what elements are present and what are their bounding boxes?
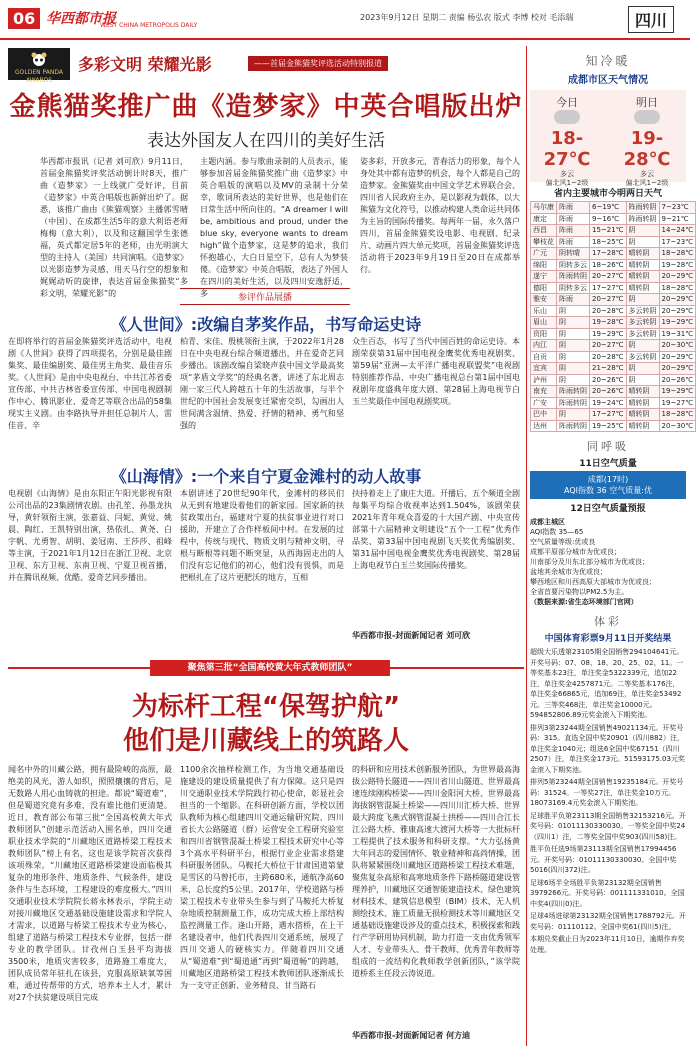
weather-title: 成都市区天气情况 (568, 75, 648, 86)
city-weather-cell: 18~28℃ (659, 282, 696, 294)
city-weather-cell: 西昌 (531, 225, 557, 237)
special-report-banner (8, 48, 524, 84)
lottery-item: 排列3第23244期全国销售49021134元。开奖号码：315。直选全国中奖20901（四川882）注，单注奖金1040元；组选6全国中奖67151（四川2507）注，单注奖金173元。51593175.03元奖金滚入下期奖池。 (530, 723, 685, 774)
city-weather-cell: 阵雨转阴 (626, 213, 659, 225)
air-source: （数据来源:省生态环境部门官网） (530, 598, 638, 606)
today-label: 今日 (556, 96, 578, 109)
city-weather-cell: 18~25℃ (590, 236, 627, 248)
article4-title-line1: 为标杆工程“保驾护航” (131, 692, 401, 722)
city-weather-row (531, 282, 696, 294)
city-weather-cell: 广安 (531, 397, 557, 409)
city-weather-row (531, 271, 696, 283)
article4-col1: 闻名中外的川藏公路，拥有最险峻的高原，最绝美的风光，游人如织，照照攘攘的背后，是无数路人用心血铸就的担途。都说“蜀道难”，但是蜀道究竟有多难，没有谁比他们更清楚。近日，教育部公布第三批“全国高校黄大年式教师团队”创建示范活动入围名单，四川交通职业技术学院的“川藏地区道路桥梁工程技术教师团队”榜上有名，这也是该学院首次获得该项殊荣。“川藏地区道路桥梁建设面临极其复杂的地形条件、地质条件、气候条件，建设条件与生态环境，工程建设的难度极大。”四川交通职业技术学院院长蒋永林表示，学院主动对接川藏地区交通基础设施建设需求和学院人才需求，以道路与桥梁工程技术专业为核心，组建了道路与桥梁工程技术专业群，包括一群专业的教学团队。甘孜州白玉县平均海拔3500米，地质灾害较多，道路施工难度大，团队成员常年驻扎在该县，克服高原缺氧等困难，通过传帮带的方式，培养本土人才，累计对27个扶贫建设项目完成 (8, 765, 172, 1002)
lottery-item: 排列5第23244期全国销售19235184元。开奖号码：31524。一等奖27注，单注奖金10万元。18073169.4元奖金滚入下期奖池。 (530, 778, 684, 807)
city-weather-row (531, 328, 696, 340)
city-weather-cell: 阵雨 (557, 202, 590, 214)
city-weather-cell: 9~16℃ (590, 213, 627, 225)
article2-col1: 在即将举行的首届金熊猫奖评选活动中，电视剧《人世间》获得了四项提名，分别是最佳剧集奖、最佳编剧奖、最佳男主角奖、最佳音乐奖。《人世间》是由中央电视台、中共江苏省委宣传部、中共吉林省委宣传部、中国电视剧制作中心、腾讯影业、爱奇艺等联合出品的58集现实主义剧。由李路执导并担任总制片人，雷佳音、辛 (8, 337, 172, 430)
lottery-title: 中国体育彩票9月11日开奖结果 (544, 634, 672, 644)
city-weather-row (531, 386, 696, 398)
city-weather-cell: 遂宁 (531, 271, 557, 283)
city-weather-cell: 阵雨 (557, 294, 590, 306)
lottery-results (530, 647, 686, 953)
city-weather-cell: 阵雨转阴 (557, 271, 590, 283)
city-weather-cell: 阵雨 (557, 213, 590, 225)
city-weather-cell: 阴 (626, 340, 659, 352)
tomorrow-wind: 偏北风1~2级 (625, 179, 669, 187)
city-weather-table (530, 201, 696, 432)
city-weather-cell: 阵雨 (557, 225, 590, 237)
article1-col3: 姿多彩，开放多元，青春活力的形象，每个人身处其中都有造梦的机会，每个人都是自己的造梦家。金熊猫奖由中国文学艺术界联合会、四川省人民政府主办，是以影视为载体，以大熊猫为文化符号，以推动构建人类命运共同体为主旨的国际传播奖。每两年一届，永久落户四川，首届金熊猫奖设电影、电视剧、纪录片、动画片四大单元奖项，首届金熊猫奖评选活动将于2023年9月19日至20日在成都举行。 (360, 157, 520, 274)
air-note: 川南部分及川东北部分城市为优或良； (530, 558, 649, 566)
topic-strip: 聚焦第三批“全国高校黄大年式教师团队” (150, 660, 390, 676)
city-weather-cell: 19~24℃ (590, 397, 627, 409)
city-weather-cell: 阵雨转阴 (557, 420, 590, 432)
city-weather-cell: 阴转多云 (557, 282, 590, 294)
city-weather-cell: 20~30℃ (659, 420, 696, 432)
awards-logo-text: GOLDEN PANDA AWARDS (15, 69, 63, 84)
article4-col3: 的科研和应用技术创新服务团队，为世界最高海拔公路特长隧道——四川省川山隧道、世界最高速连续刚构桥梁——四川金阳河大桥、世界最高海拔钢管混凝土桥梁——四川川汇桥大桥、世界最大跨度飞燕式钢管混凝土拱桥——四川合江长江公路大桥、雅康高速大渡河大桥等一大批标杆工程提供了技术服务和科研支撑。“大力弘扬黄大年同志的爱国情怀、敬业精神和高尚情操，团队将紧紧围绕川藏地区道路桥梁工程技术难题，聚焦复杂高原和高寒地质条件下路桥隧道建设管理养护，川藏地区交通智能建造技术、绿色建筑材料技术、建筑信息模型（BIM）技术、无人机测绘技术、施工质量无损检测技术等川藏地区交通基础设施建设涉及的重点技术，积极探索和践行产学研用协同机制，助力打造一支由优秀领军人才、专业带头人、骨干教师、优秀青年教师等组成的一流结构化教师教学创新团队，”该学院道桥系主任段云涛说道。 (352, 765, 520, 978)
section-tag: 参评作品展播 (180, 288, 350, 305)
city-weather-cell: 乐山 (531, 305, 557, 317)
article1-col2: 主题内涵。参与歌曲录制的人员表示，能够参加首届金熊猫奖推广曲《造梦家》中英合唱版的演唱以及MV的录制十分荣幸，歌词所表达的美好世界，也是他们在日常生活中所向往的。“A dreamer I will be, ambitious and proud, under the blue sky, everyone wants to dream high”做个造梦家，这是梦的追求，我们怀抱雄心，大白日星空下，总有人为梦装傻。《造梦家》中英合唱版，表达了外国人在四川的美好生活，以及四川安逸舒适，多 (200, 157, 348, 298)
city-weather-cell: 17~23℃ (659, 236, 696, 248)
city-weather-cell: 19~29℃ (659, 386, 696, 398)
air-forecast-title: 12日空气质量预报 (570, 504, 646, 514)
city-weather-cell: 21~28℃ (590, 363, 627, 375)
city-weather-cell: 20~27℃ (590, 271, 627, 283)
article3-title: 《山海情》:一个来自宁夏金滩村的动人故事 (110, 467, 422, 486)
city-weather-cell: 19~29℃ (590, 328, 627, 340)
weather-section-head: 知冷暖 (585, 54, 631, 68)
article4-title-line2: 他们是川藏线上的筑路人 (122, 726, 409, 756)
main-subheadline: 表达外国友人在四川的美好生活 (147, 131, 385, 151)
page-header (0, 0, 690, 40)
city-weather-row (531, 213, 696, 225)
city-weather-cell: 眉山 (531, 317, 557, 329)
city-weather-cell: 阵雨转阴 (557, 386, 590, 398)
city-weather-cell: 康定 (531, 213, 557, 225)
air-forecast-text (530, 517, 686, 607)
city-weather-cell: 19~25℃ (590, 420, 627, 432)
article2-col3: 众生百态，书写了当代中国百姓的命运史诗。本剧荣获第31届中国电视金鹰奖优秀电视剧奖、第59届“亚洲—太平洋广播电视联盟奖”电视剧特别推荐作品、中央广播电视总台第1届中国电视剧年度盛典年度大剧、第28届上海电视节白玉兰奖最佳中国电视剧奖项。 (352, 337, 520, 406)
air-note: 盆地其余城市为优或良； (530, 568, 607, 576)
article3-byline: 华西都市报-封面新闻记者 刘可欣 (352, 631, 471, 640)
city-weather-cell: 雅安 (531, 294, 557, 306)
city-weather-cell: 阴 (557, 363, 590, 375)
air-quality-box (530, 471, 686, 499)
city-weather-row (531, 363, 696, 375)
air-region: 成都主城区 (530, 518, 565, 526)
city-weather-cell: 泸州 (531, 374, 557, 386)
city-weather-cell: 阴 (557, 374, 590, 386)
article3-col1: 电视剧《山海情》是由东阳正午阳光影视有限公司出品的23集剧情农剧。由孔笙、孙墨龙执导，黄轩领衔主演，张嘉益、闫妮、黄觉、姚晨、陶红、王凯特别出演，热依扎、黄尧、白宇帆、尤勇智、胡明、姜冠南、王莎莎、祖峰等主演，于2021年1月12日在浙江卫视、北京卫视、东方卫视、东南卫视、宁夏卫视首播，并在腾讯视频、优酷、爱奇艺同步播出。 (8, 489, 172, 582)
city-weather-row (531, 236, 696, 248)
article4-byline: 华西都市报-封面新闻记者 何方迪 (352, 1031, 471, 1040)
city-weather-cell: 20~26℃ (590, 374, 627, 386)
city-weather-cell: 阴 (626, 363, 659, 375)
city-weather-cell: 19~27℃ (659, 397, 696, 409)
city-weather-cell: 阴 (626, 225, 659, 237)
city-weather-row (531, 202, 696, 214)
lottery-item: 超级大乐透第23105期全国销售294104641元。开奖号码：07、08、18、20、25、02、11。一等奖基本23注，单注奖金5322339元，追加22注，单注奖金4257871元。二等奖基本176注，单注奖金66865元，追加69注，单注奖金53492元。三等奖468注，单注奖金10000元。594852806.89元奖金滚入下期奖池。 (530, 648, 684, 719)
city-weather-cell: 阴转晴 (557, 248, 590, 260)
city-weather-cell: 阴 (557, 317, 590, 329)
city-weather-cell: 20~29℃ (659, 271, 696, 283)
lottery-item: 足球6场半全场胜平负第23132期全国销售3979266元。开奖号码：001111331010。全国中奖4(四川0)注。 (530, 878, 685, 908)
city-weather-cell: 多云转阴 (626, 317, 659, 329)
city-weather-cell: 阴转多云 (557, 259, 590, 271)
air-section-head: 同呼吸 (587, 440, 629, 453)
city-weather-cell: 阴 (557, 328, 590, 340)
newspaper-logo: 华西都市报 (46, 11, 116, 27)
city-weather-cell: 6~19℃ (590, 202, 627, 214)
city-weather-cell: 20~27℃ (590, 340, 627, 352)
city-weather-row (531, 340, 696, 352)
lottery-item: 本期兑奖截止日为2023年11月10日，逾期作弃奖处理。 (530, 935, 685, 954)
city-weather-cell: 广元 (531, 248, 557, 260)
city-weather-row (531, 294, 696, 306)
banner-slogan: 多彩文明 荣耀光影 (78, 55, 212, 74)
city-weather-cell: 德阳 (531, 282, 557, 294)
city-weather-cell: 晴转阴 (626, 397, 659, 409)
city-weather-row (531, 409, 696, 421)
main-headline: 金熊猫奖推广曲《造梦家》中英合唱版出炉 (9, 92, 523, 122)
city-weather-row (531, 374, 696, 386)
city-weather-cell: 20~29℃ (659, 294, 696, 306)
golden-panda-awards-logo (8, 48, 70, 84)
air-box-aqi: AQI指数 36 空气质量:优 (564, 486, 652, 495)
city-weather-cell: 阵雨 (557, 236, 590, 248)
city-weather-cell: 19~31℃ (659, 328, 696, 340)
air-quality-level: 空气质量等级:优或良 (530, 538, 596, 546)
city-weather-cell: 18~26℃ (590, 259, 627, 271)
city-weather-cell: 17~27℃ (590, 282, 627, 294)
city-weather-title: 省内主要城市今明两日天气 (553, 189, 662, 199)
city-weather-cell: 宜宾 (531, 363, 557, 375)
weather-today (532, 94, 602, 188)
tomorrow-label: 明日 (636, 96, 658, 109)
city-weather-row (531, 351, 696, 363)
city-weather-cell: 阴 (557, 305, 590, 317)
tomorrow-condition: 多云 (640, 170, 654, 178)
air-title: 11日空气质量 (579, 459, 637, 469)
city-weather-cell: 15~21℃ (590, 225, 627, 237)
city-weather-cell: 晴转阴 (626, 282, 659, 294)
city-weather-cell: 晴转阴 (626, 409, 659, 421)
lottery-item: 足球胜平负第23113期全国销售32153216元。开奖号码：01011130330030。一等奖全国中奖24（四川1）注，二等奖全国中奖903(四川58)注。 (530, 811, 686, 841)
city-weather-cell: 多云转阴 (626, 351, 659, 363)
city-weather-cell: 20~29℃ (659, 351, 696, 363)
newspaper-english-name: WEST CHINA METROPOLIS DAILY (100, 22, 198, 29)
cloud-icon (554, 110, 580, 124)
city-weather-cell: 17~27℃ (590, 409, 627, 421)
air-note: 成都平原部分城市为优或良； (530, 548, 621, 556)
today-temp: 18-27℃ (543, 128, 591, 170)
lottery-item: 足球4场进球第23132期全国销售1788792元。开奖号码：01110112。全国中奖61(四川5)注。 (530, 912, 686, 931)
city-weather-cell: 20~27℃ (590, 294, 627, 306)
city-weather-cell: 绵阳 (531, 259, 557, 271)
sidebar (530, 52, 694, 1046)
today-condition: 多云 (560, 170, 574, 178)
city-weather-row (531, 305, 696, 317)
cloud-icon (634, 110, 660, 124)
article2-title: 《人世间》:改编自茅奖作品，书写命运史诗 (110, 315, 422, 334)
city-weather-cell: 阴 (626, 294, 659, 306)
article4-col2: 1100余次抽样检测工作，为当地交通基础设施建设的建设质量提供了有力保障。这只是四川交通职业技术学院践行初心使命，彰显社会担当的一个缩影。在科研创新方面，学校以团队教师为核心组建四川交通运输研究院、四川省长大公路隧道（群）运营安全工程研究验室和四川省钢管混凝土桥梁工程技术研究中心等3个高水平科研平台，根据行业企业需求搭建科研服务团队。马鞍托大桥位于甘肃国道第蒙是雪区的马曾托市，主跨680米，通航净高60米，总长度约5公里。2017年，学校道路与桥梁工程技术专业带头生参与到了马鞍托大桥复杂地质控制测量工作，成功完成大桥上部结构监控测量工作。逢山开路，遇水搭桥，在上干名建设者中，他们代表四川交通系统，展现了四川交通人的硬核实力。伴随着四川交通从“蜀道难”到“蜀道通”再到“蜀道畅”的跨越，川藏地区道路桥梁工程技术教师团队逐渐成长为一支守正创新、业务精良、甘当路石 (180, 765, 344, 990)
city-weather-cell: 晴转阴 (626, 248, 659, 260)
city-weather-cell: 19~29℃ (659, 317, 696, 329)
article2-col2: 柏青、宋佳、殷桃领衔主演，于2022年1月28日在中央电视台综合频道播出，并在爱奇艺同步播出。该剧改编自梁晓声获中国文学最高奖项“茅盾文学奖”的经典名著，讲述了东北周志刚一家三代人跨越五十年的生活故事，与半个世纪的中国社会发展变迁紧密交织，勾画出人世间满含温情、热爱、抒情的精神、勇气和坚强的 (180, 337, 344, 430)
city-weather-cell: 阴 (557, 351, 590, 363)
banner-subtitle: ——首届金熊猫奖评选活动特别报道 (248, 56, 388, 71)
city-weather-cell: 巴中 (531, 409, 557, 421)
city-weather-cell: 19~28℃ (590, 317, 627, 329)
city-weather-cell: 9~21℃ (659, 213, 696, 225)
city-weather-cell: 多云转阴 (626, 305, 659, 317)
air-note: 全省首要污染物以PM2.5为主。 (530, 588, 629, 596)
city-weather-cell: 达州 (531, 420, 557, 432)
air-note: 攀西地区和川西高原大部城市为优或良； (530, 578, 656, 586)
weather-forecast (530, 90, 686, 187)
city-weather-cell: 晴转阴 (626, 271, 659, 283)
city-weather-cell: 20~28℃ (590, 305, 627, 317)
date-line: 2023年9月12日 星期二 责编 杨弘农 版式 李博 校对 毛添瑞 (360, 13, 574, 22)
city-weather-cell: 阴 (557, 409, 590, 421)
column-divider (526, 46, 527, 1046)
city-weather-cell: 自贡 (531, 351, 557, 363)
city-weather-row (531, 259, 696, 271)
city-weather-row (531, 420, 696, 432)
lottery-item: 胜平负任选9场第23113期全国销售17994456元。开奖号码：01011130330030。全国中奖5016(四川372)注。 (530, 845, 677, 874)
air-box-city: 成都(17时) (587, 475, 629, 484)
section-label: 四川 (628, 6, 674, 33)
city-weather-cell: 18~28℃ (659, 409, 696, 421)
lottery-section-head: 体彩 (594, 615, 622, 628)
city-weather-row (531, 317, 696, 329)
city-weather-cell: 20~30℃ (659, 340, 696, 352)
city-weather-row (531, 397, 696, 409)
city-weather-cell: 阵雨转阴 (626, 202, 659, 214)
air-aqi-range: AQI指数 35—65 (530, 528, 584, 536)
city-weather-cell: 20~28℃ (590, 351, 627, 363)
today-wind: 偏北风1~2级 (545, 179, 589, 187)
panda-icon (28, 52, 50, 66)
city-weather-cell: 阴 (626, 236, 659, 248)
city-weather-cell: 阵雨转阴 (557, 397, 590, 409)
city-weather-cell: 马尔康 (531, 202, 557, 214)
city-weather-cell: 阴 (626, 374, 659, 386)
tomorrow-temp: 19-28℃ (623, 128, 671, 170)
city-weather-cell: 阴 (557, 340, 590, 352)
article1-col1: 华西都市报讯（记者 刘可欣）9月11日，首届金熊猫奖评奖活动倒计时8天，推广曲《造梦家》一上线就广受好评，目前《造梦家》中英合唱版也新鲜出炉了。据悉，该推广曲由《熊猫观察》主播郭雪晴（中国）、在成都生活5年的意大利语老师梅梅（意大利），以及和这翻国学生张德福，英式都定居5年的老师，由光明演大型的主持人（美国）共同演唱。《造梦家》以光影造梦为灵感，用天马行空的想象和娓娓动听的旋律，表达首届金熊猫奖“多彩文明，荣耀光影”的 (40, 157, 188, 298)
city-weather-cell: 晴转阴 (626, 420, 659, 432)
city-weather-row (531, 225, 696, 237)
city-weather-cell: 南充 (531, 386, 557, 398)
city-weather-cell: 内江 (531, 340, 557, 352)
city-weather-cell: 17~28℃ (590, 248, 627, 260)
city-weather-cell: 20~29℃ (659, 363, 696, 375)
weather-tomorrow (612, 94, 682, 188)
city-weather-row (531, 248, 696, 260)
city-weather-cell: 多云转阴 (626, 328, 659, 340)
city-weather-cell: 18~28℃ (659, 248, 696, 260)
page-number: 06 (8, 8, 40, 29)
city-weather-cell: 14~24℃ (659, 225, 696, 237)
city-weather-cell: 攀枝花 (531, 236, 557, 248)
article3-col3: 扶持着走上了康庄大道。开播后，五个频道全剧每集平均综合收视率达到1.504%，该剧荣获2021年青年观众喜爱的十大国产剧、中央宣传部第十六届精神文明建设“五个一工程”优秀作品奖、第33届中国电视剧飞天奖优秀编剧奖、第31届中国电视金鹰奖优秀电视剧奖、第28届上海电视节白玉兰奖国际传播奖。 (352, 489, 520, 570)
city-weather-cell: 19~28℃ (659, 259, 696, 271)
city-weather-cell: 晴转阴 (626, 386, 659, 398)
article3-col2: 本剧讲述了20世纪90年代，金滩村的移民们从无到有地建设着他们的新家园。国家新的扶贫政策出台，福建对宁夏的扶贫事业进行对口援助，开建立了合作样板间中村。在发展的过程中，传统与现代、物质文明与精神文明，寻根与断根等问题不断突显，从西海固走出的人们没有忘记他们的初心，他们没有畏惧，而是把根扎在了这片更肥沃的地方，互相 (180, 489, 344, 582)
city-weather-cell: 20~26℃ (659, 374, 696, 386)
city-weather-cell: 晴转阴 (626, 259, 659, 271)
city-weather-cell: 20~26℃ (590, 386, 627, 398)
city-weather-cell: 资阳 (531, 328, 557, 340)
city-weather-cell: 20~29℃ (659, 305, 696, 317)
city-weather-cell: 7~23℃ (659, 202, 696, 214)
